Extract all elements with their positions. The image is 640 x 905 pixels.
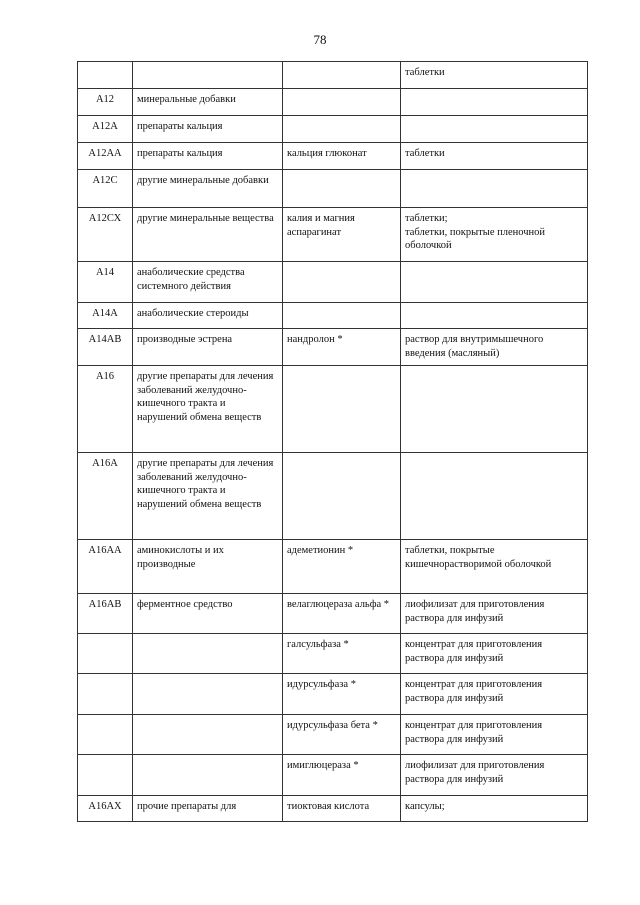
atc-code-cell: А14А	[78, 303, 133, 329]
dosage-form-cell: таблетки, покрытые кишечнорастворимой оболочкой	[401, 540, 588, 594]
dosage-form-cell: концентрат для приготовления раствора для инфузий	[401, 715, 588, 755]
atc-code-cell	[78, 634, 133, 674]
drug-name-cell: идурсульфаза *	[283, 674, 401, 715]
atc-code-cell: А12С	[78, 170, 133, 208]
atc-code-cell	[78, 715, 133, 755]
group-name-cell: другие препараты для лечения заболеваний желудочно-кишечного тракта и нарушений обмена веществ	[133, 366, 283, 453]
drug-name-cell	[283, 116, 401, 143]
table-row	[78, 208, 588, 262]
dosage-form-cell	[401, 116, 588, 143]
group-name-cell	[133, 755, 283, 796]
group-name-cell: анаболические стероиды	[133, 303, 283, 329]
atc-code-cell: А12АА	[78, 143, 133, 170]
group-name-cell	[133, 674, 283, 715]
table-row	[78, 170, 588, 208]
dosage-form-cell	[401, 262, 588, 303]
drug-name-cell: идурсульфаза бета *	[283, 715, 401, 755]
drug-name-cell: тиоктовая кислота	[283, 796, 401, 822]
atc-code-cell: А16	[78, 366, 133, 453]
table-row	[78, 634, 588, 674]
table-row	[78, 674, 588, 715]
table-row	[78, 453, 588, 540]
group-name-cell: другие препараты для лечения заболеваний желудочно-кишечного тракта и нарушений обмена веществ	[133, 453, 283, 540]
atc-code-cell: А12СХ	[78, 208, 133, 262]
group-name-cell: аминокислоты и их производные	[133, 540, 283, 594]
drug-table	[77, 61, 588, 822]
drug-name-cell: галсульфаза *	[283, 634, 401, 674]
table-row	[78, 116, 588, 143]
atc-code-cell: А16АВ	[78, 594, 133, 634]
drug-name-cell	[283, 303, 401, 329]
dosage-form-cell	[401, 366, 588, 453]
table-row	[78, 594, 588, 634]
group-name-cell: анаболические средства системного действия	[133, 262, 283, 303]
table-row	[78, 303, 588, 329]
dosage-form-cell: таблетки	[401, 143, 588, 170]
atc-code-cell	[78, 62, 133, 89]
group-name-cell: производные эстрена	[133, 329, 283, 366]
dosage-form-cell: таблетки	[401, 62, 588, 89]
drug-name-cell	[283, 62, 401, 89]
table-row	[78, 366, 588, 453]
drug-name-cell	[283, 170, 401, 208]
table-row	[78, 143, 588, 170]
atc-code-cell: А16А	[78, 453, 133, 540]
atc-code-cell: А16АА	[78, 540, 133, 594]
dosage-form-cell: капсулы;	[401, 796, 588, 822]
dosage-form-cell: концентрат для приготовления раствора для инфузий	[401, 634, 588, 674]
group-name-cell: прочие препараты для	[133, 796, 283, 822]
drug-name-cell: адеметионин *	[283, 540, 401, 594]
atc-code-cell: А14	[78, 262, 133, 303]
group-name-cell: препараты кальция	[133, 143, 283, 170]
table-row	[78, 262, 588, 303]
group-name-cell: ферментное средство	[133, 594, 283, 634]
drug-name-cell: нандролон *	[283, 329, 401, 366]
dosage-form-cell	[401, 89, 588, 116]
group-name-cell	[133, 715, 283, 755]
dosage-form-cell: лиофилизат для приготовления раствора для инфузий	[401, 594, 588, 634]
atc-code-cell	[78, 755, 133, 796]
table-row	[78, 755, 588, 796]
table-row	[78, 540, 588, 594]
table-row	[78, 62, 588, 89]
drug-name-cell	[283, 262, 401, 303]
dosage-form-cell	[401, 303, 588, 329]
group-name-cell: другие минеральные добавки	[133, 170, 283, 208]
atc-code-cell: А12	[78, 89, 133, 116]
atc-code-cell: А12А	[78, 116, 133, 143]
atc-code-cell: А16АХ	[78, 796, 133, 822]
dosage-form-cell	[401, 170, 588, 208]
dosage-form-cell: концентрат для приготовления раствора для инфузий	[401, 674, 588, 715]
dosage-form-cell	[401, 453, 588, 540]
dosage-form-cell: таблетки; таблетки, покрытые пленочной оболочкой	[401, 208, 588, 262]
drug-name-cell: имиглюцераза *	[283, 755, 401, 796]
drug-name-cell	[283, 89, 401, 116]
table-row	[78, 715, 588, 755]
drug-name-cell: калия и магния аспарагинат	[283, 208, 401, 262]
page-number: 78	[313, 32, 327, 47]
table-row	[78, 796, 588, 822]
group-name-cell: препараты кальция	[133, 116, 283, 143]
atc-code-cell: А14АВ	[78, 329, 133, 366]
drug-name-cell: велаглюцераза альфа *	[283, 594, 401, 634]
drug-name-cell	[283, 366, 401, 453]
group-name-cell: минеральные добавки	[133, 89, 283, 116]
table-row	[78, 89, 588, 116]
drug-name-cell: кальция глюконат	[283, 143, 401, 170]
group-name-cell	[133, 634, 283, 674]
drug-name-cell	[283, 453, 401, 540]
atc-code-cell	[78, 674, 133, 715]
table-row	[78, 329, 588, 366]
group-name-cell	[133, 62, 283, 89]
dosage-form-cell: лиофилизат для приготовления раствора для инфузий	[401, 755, 588, 796]
dosage-form-cell: раствор для внутримышечного введения (масляный)	[401, 329, 588, 366]
group-name-cell: другие минеральные вещества	[133, 208, 283, 262]
